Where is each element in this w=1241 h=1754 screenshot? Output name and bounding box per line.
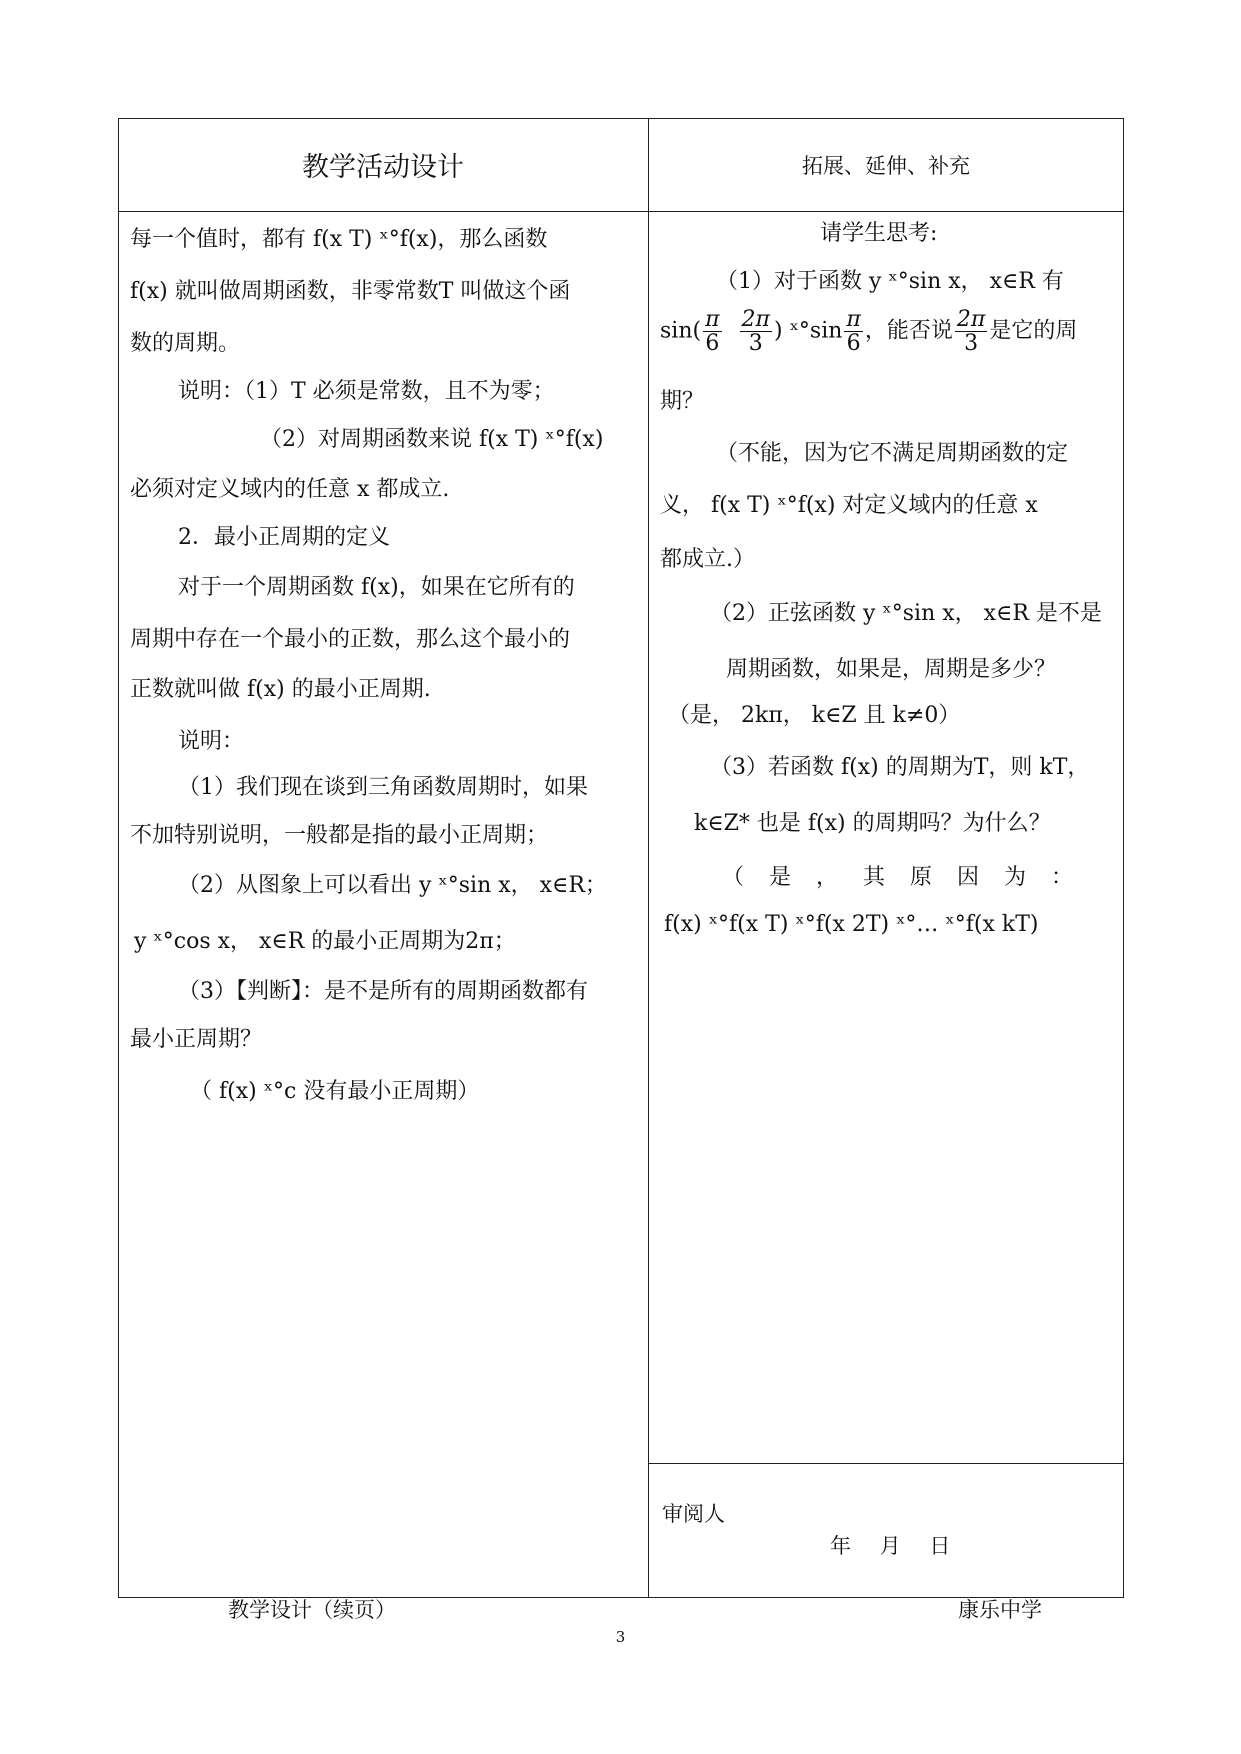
right-line-6: 义， f(x T) ˣ°f(x) 对定义域内的任意 x xyxy=(660,493,1038,518)
right-line-2: （1）对于函数 y ˣ°sin x， x∈R 有 xyxy=(716,269,1064,294)
right-line-14: f(x) ˣ°f(x T) ˣ°f(x 2T) ˣ°… ˣ°f(x kT) xyxy=(664,912,1039,937)
fraction-2pi-over-3 xyxy=(740,308,772,355)
right-line-5: （不能，因为它不满足周期函数的定 xyxy=(716,441,1069,466)
right-line-11: （3）若函数 f(x) 的周期为T，则 kT， xyxy=(710,755,1090,780)
fraction-numerator: π xyxy=(846,307,861,332)
right-line-8: （2）正弦函数 y ˣ°sin x， x∈R 是不是 xyxy=(710,601,1102,626)
fraction-numerator: 2π xyxy=(956,307,986,332)
left-line-16: （3）【判断】：是不是所有的周期函数都有 xyxy=(178,979,588,1004)
right-line-1: 请学生思考: xyxy=(820,221,938,246)
right-line-3-equation xyxy=(660,308,1077,355)
left-line-6: 必须对定义域内的任意 x 都成立. xyxy=(130,477,450,502)
eq-text-d: 是它的周 xyxy=(989,318,1078,344)
fraction-denominator: 6 xyxy=(846,331,861,357)
eq-text-b: ) ˣ°sin xyxy=(774,318,843,344)
left-line-2: f(x) 就叫做周期函数，非零常数T 叫做这个函 xyxy=(130,279,571,304)
fraction-pi-over-6 xyxy=(703,308,721,355)
left-line-1: 每一个值时，都有 f(x T) ˣ°f(x)，那么函数 xyxy=(130,227,548,252)
left-line-8: 对于一个周期函数 f(x)，如果在它所有的 xyxy=(178,575,575,600)
right-line-9: 周期函数，如果是，周期是多少？ xyxy=(726,657,1057,682)
left-line-13: 不加特别说明，一般都是指的最小正周期； xyxy=(130,823,549,848)
fraction-pi-over-6-b xyxy=(844,308,862,355)
month-label: 月 xyxy=(879,1534,901,1558)
footer-left-text: 教学设计（续页） xyxy=(228,1598,396,1622)
date-fields xyxy=(830,1530,972,1560)
fraction-denominator: 3 xyxy=(748,331,763,357)
left-line-15: y ˣ°cos x， x∈R 的最小正周期为2π； xyxy=(134,929,516,954)
left-line-18: （ f(x) ˣ°c 没有最小正周期） xyxy=(190,1079,480,1104)
right-column-title: 拓展、延伸、补充 xyxy=(802,153,970,178)
fraction-2pi-over-3-b xyxy=(955,308,987,355)
fraction-numerator: π xyxy=(705,307,720,332)
right-line-4: 期？ xyxy=(660,389,705,414)
fraction-denominator: 6 xyxy=(705,331,720,357)
left-line-10: 正数就叫做 f(x) 的最小正周期. xyxy=(130,677,431,702)
left-line-9: 周期中存在一个最小的正数，那么这个最小的 xyxy=(130,627,571,652)
day-label: 日 xyxy=(929,1534,951,1558)
left-line-5: （2）对周期函数来说 f(x T) ˣ°f(x) xyxy=(260,427,604,452)
fraction-numerator: 2π xyxy=(741,307,771,332)
right-line-13: （ 是 ， 其 原 因 为 ： xyxy=(722,865,1073,890)
left-line-12: （1）我们现在谈到三角函数周期时，如果 xyxy=(178,775,588,800)
right-line-7: 都成立.） xyxy=(660,547,755,572)
reviewer-label: 审阅人 xyxy=(662,1502,725,1526)
left-line-11: 说明： xyxy=(178,729,245,754)
left-line-7: 2．最小正周期的定义 xyxy=(178,525,390,550)
page-number: 3 xyxy=(615,1628,626,1646)
year-label: 年 xyxy=(830,1534,851,1558)
left-column-title: 教学活动设计 xyxy=(302,152,464,183)
footer-school-name: 康乐中学 xyxy=(958,1598,1042,1622)
right-line-12: k∈Z* 也是 f(x) 的周期吗？为什么？ xyxy=(694,811,1051,836)
header-divider xyxy=(118,211,1124,212)
fraction-denominator: 3 xyxy=(964,331,979,357)
left-line-3: 数的周期。 xyxy=(130,331,241,356)
left-line-14: （2）从图象上可以看出 y ˣ°sin x， x∈R； xyxy=(178,873,607,898)
column-divider xyxy=(648,118,649,1598)
left-line-17: 最小正周期？ xyxy=(130,1027,263,1052)
eq-text-c: ，能否说 xyxy=(864,318,953,344)
right-line-10: （是， 2kπ， k∈Z 且 k≠0） xyxy=(668,703,961,728)
review-divider xyxy=(648,1463,1124,1464)
eq-text-a: sin( xyxy=(660,318,702,344)
left-line-4: 说明：（1）T 必须是常数，且不为零； xyxy=(178,379,555,404)
